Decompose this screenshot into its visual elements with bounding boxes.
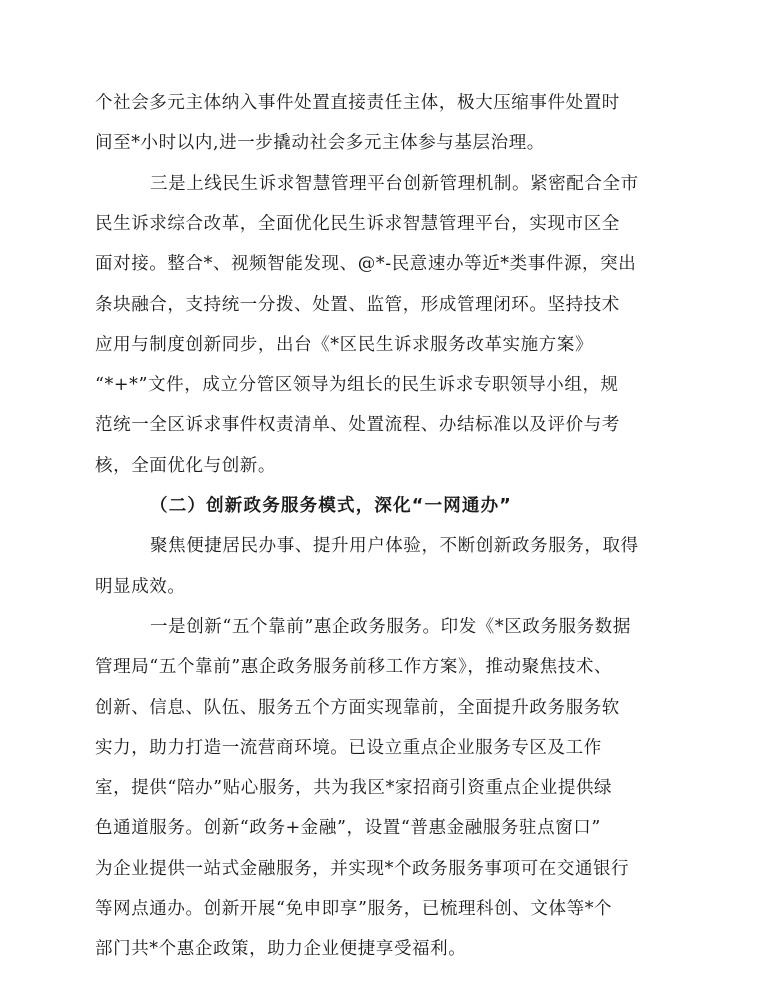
- text-line: 核，全面优化与创新。: [95, 455, 276, 476]
- paragraph-start-line: 一是创新“五个靠前”惠企政务服务。印发《*区政务服务数据: [150, 616, 631, 637]
- text-line: 色通道服务。创新“政务+金融”，设置“普惠金融服务驻点窗口”: [95, 818, 601, 839]
- text-line: “*+*”文件，成立分管区领导为组长的民生诉求专职领导小组，规: [95, 375, 619, 396]
- paragraph-start-line: 聚焦便捷居民办事、提升用户体验，不断创新政务服务，取得: [150, 536, 639, 557]
- text-line: 应用与制度创新同步，出台《*区民生诉求服务改革实施方案》: [95, 334, 594, 355]
- text-line: 面对接。整合*、视频智能发现、@*-民意速办等近*类事件源，突出: [95, 254, 637, 275]
- text-line: 个社会多元主体纳入事件处置直接责任主体，极大压缩事件处置时: [95, 93, 620, 113]
- text-line: 范统一全区诉求事件权责清单、处置流程、办结标准以及评价与考: [95, 415, 620, 436]
- text-line: 部门共*个惠企政策，助力企业便捷享受福利。: [95, 939, 467, 960]
- text-line: 等网点通办。创新开展“免申即享”服务，已梳理科创、文体等*个: [95, 899, 613, 919]
- text-line: 室，提供“陪办”贴心服务，共为我区*家招商引资重点企业提供绿: [95, 778, 613, 799]
- section-heading: （二）创新政务服务模式，深化“一网通办”: [150, 496, 513, 516]
- text-line: 实力，助力打造一流营商环境。已设立重点企业服务专区及工作: [95, 737, 602, 758]
- text-line: 间至*小时以内,进一步撬动社会多元主体参与基层治理。: [95, 133, 545, 154]
- text-line: 创新、信息、队伍、服务五个方面实现靠前，全面提升政务服务软: [95, 697, 620, 718]
- text-line: 民生诉求综合改革，全面优化民生诉求智慧管理平台，实现市区全: [95, 213, 620, 234]
- text-line: 为企业提供一站式金融服务，并实现*个政务服务事项可在交通银行: [95, 858, 630, 879]
- text-line: 明显成效。: [95, 576, 186, 597]
- paragraph-start-line: 三是上线民生诉求智慧管理平台创新管理机制。紧密配合全市: [150, 173, 639, 194]
- text-line: 条块融合，支持统一分拨、处置、监管，形成管理闭环。坚持技术: [95, 294, 620, 315]
- text-line: 管理局“五个靠前”惠企政务服务前移工作方案》，推动聚焦技术、: [95, 657, 613, 678]
